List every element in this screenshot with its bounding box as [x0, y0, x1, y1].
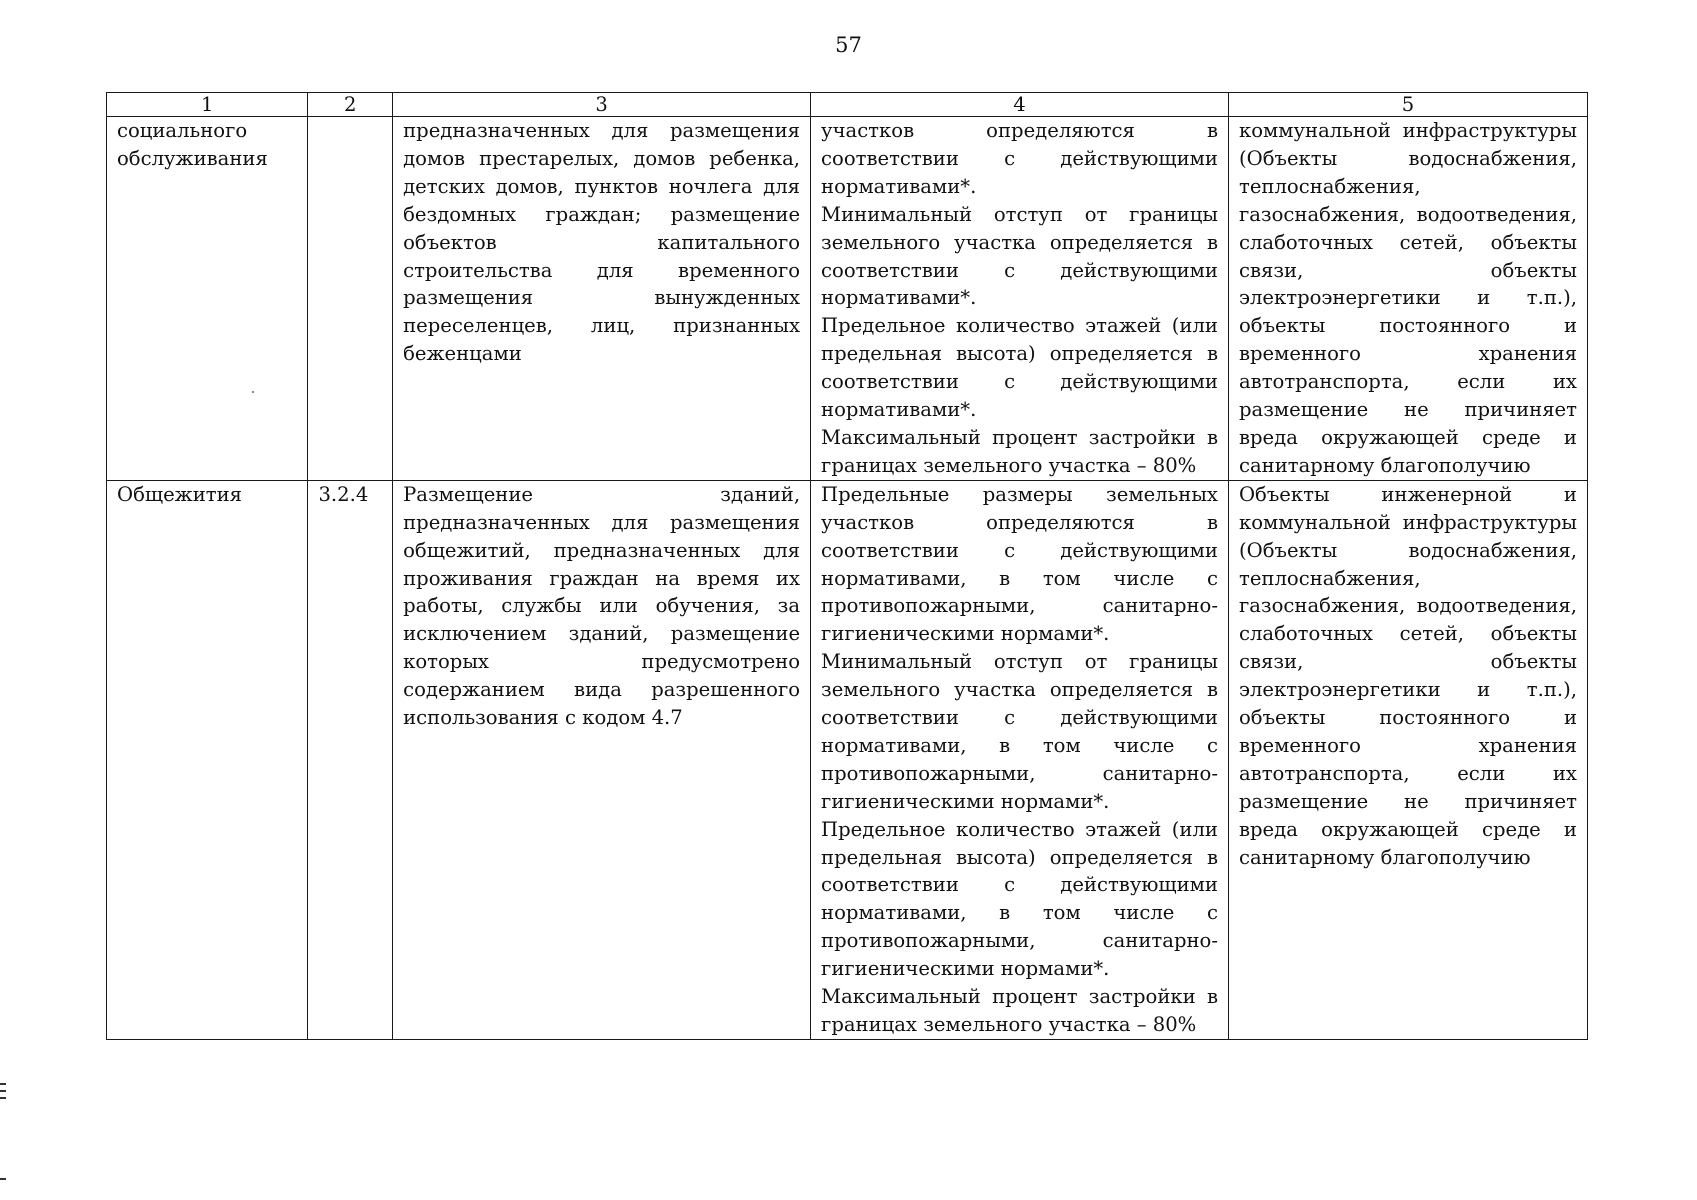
scan-margin-mark	[0, 1097, 6, 1099]
use-parameters-cell	[811, 480, 1229, 1039]
table-row	[107, 480, 1588, 1039]
parameter-text: Максимальный процент застройки в границах земельного участка – 80%	[821, 985, 1218, 1036]
scan-margin-mark	[0, 1178, 6, 1180]
use-code-cell: 3.2.4	[308, 480, 393, 1039]
scan-speck	[252, 391, 254, 393]
use-name-cell: социального обслуживания	[107, 117, 308, 481]
parameter-text: участков определяются в соответствии с действующими нормативами*.	[821, 119, 1218, 198]
page-number: 57	[835, 33, 862, 57]
parameter-text: Предельное количество этажей (или предельная высота) определяется в соответствии с действующими нормативами, в том числе с противопожарными, санитарно-гигиеническими нормами*.	[821, 817, 1218, 981]
use-name-cell: Общежития	[107, 480, 308, 1039]
scan-margin-mark	[0, 1090, 6, 1092]
scan-margin-mark	[0, 1083, 6, 1085]
table-row	[107, 117, 1588, 481]
parameter-text: Минимальный отступ от границы земельного участка определяется в соответствии с действующими нормативами*.	[821, 202, 1218, 310]
header-row	[107, 93, 1588, 117]
permitted-objects-cell: Объекты инженерной и коммунальной инфраструктуры (Объекты водоснабжения, теплоснабжения, газоснабжения, водоотведения, слаботочных сетей, объекты связи, объекты электроэнергетики и т.п.), объекты постоянного и временного хранения автотранспорта, если их размещение не причиняет вреда окружающей среде и санитарному благополучию	[1228, 480, 1587, 1039]
parameter-text: Максимальный процент застройки в границах земельного участка – 80%	[821, 425, 1218, 477]
parameter-text: Минимальный отступ от границы земельного участка определяется в соответствии с действующими нормативами, в том числе с противопожарными, санитарно-гигиеническими нормами*.	[821, 650, 1218, 813]
parameter-text: Предельное количество этажей (или предельная высота) определяется в соответствии с действующими нормативами*.	[821, 314, 1218, 422]
land-use-table	[106, 92, 1588, 1040]
use-code-cell	[308, 117, 393, 481]
header-cell-4: 4	[811, 93, 1229, 117]
use-description-cell: предназначенных для размещения домов престарелых, домов ребенка, детских домов, пунктов ночлега для бездомных граждан; размещение объектов капитального строительства для временного размещения вынужденных переселенцев, лиц, признанных беженцами	[393, 117, 811, 481]
header-cell-2: 2	[308, 93, 393, 117]
header-cell-1: 1	[107, 93, 308, 117]
use-description-cell: Размещение зданий, предназначенных для размещения общежитий, предназначенных для проживания граждан на время их работы, службы или обучения, за исключением зданий, размещение которых предусмотрено содержанием вида разрешенного использования с кодом 4.7	[393, 480, 811, 1039]
header-cell-3: 3	[393, 93, 811, 117]
permitted-objects-cell: коммунальной инфраструктуры (Объекты водоснабжения, теплоснабжения, газоснабжения, водоотведения, слаботочных сетей, объекты связи, объекты электроэнергетики и т.п.), объекты постоянного и временного хранения автотранспорта, если их размещение не причиняет вреда окружающей среде и санитарному благополучию	[1228, 117, 1587, 481]
header-cell-5: 5	[1228, 93, 1587, 117]
parameter-text: Предельные размеры земельных участков определяются в соответствии с действующими нормативами, в том числе с противопожарными, санитарно-гигиеническими нормами*.	[821, 482, 1218, 646]
use-parameters-cell	[811, 117, 1229, 481]
